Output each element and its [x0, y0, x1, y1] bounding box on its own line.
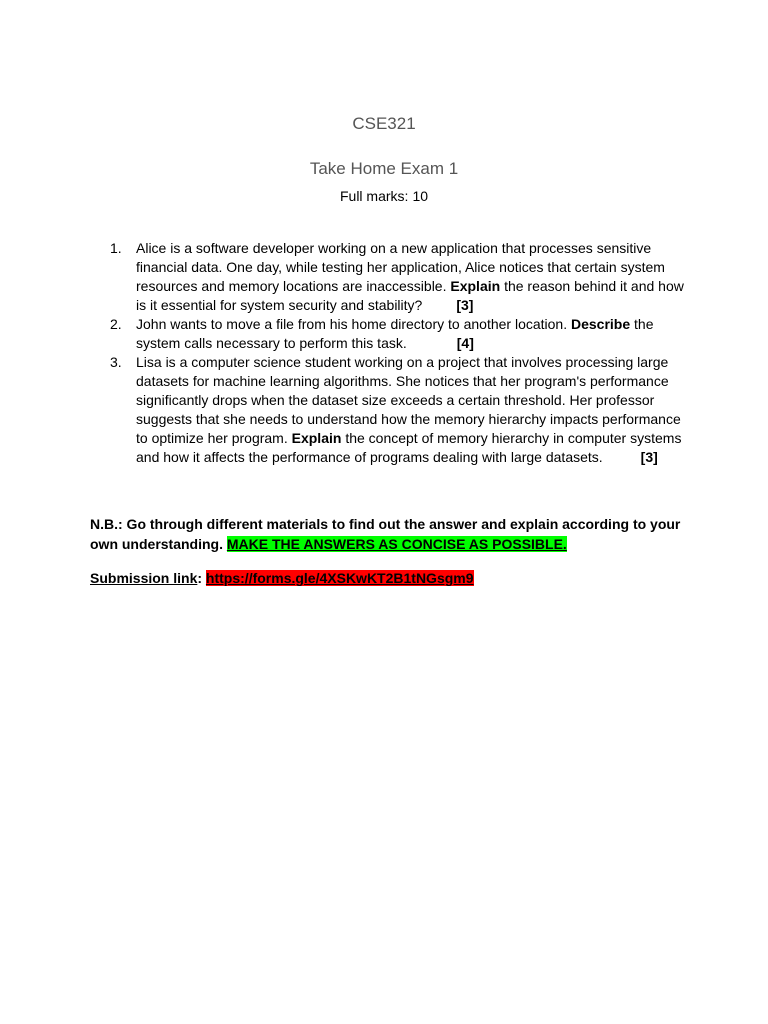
question-text: John wants to move a file from his home directory to another location.: [136, 316, 568, 332]
question-marks: [4]: [456, 335, 474, 351]
question-keyword: Explain: [450, 278, 501, 294]
question-marks: [3]: [640, 449, 658, 465]
question-keyword: Explain: [291, 430, 342, 446]
submission-colon: :: [197, 570, 203, 586]
nb-note-line: [90, 534, 690, 554]
nb-note: [90, 514, 690, 554]
full-marks: [0, 187, 768, 205]
question-3: [110, 353, 685, 467]
submission-row: [90, 568, 474, 588]
full-marks-value: 10: [412, 188, 429, 204]
question-text: resources and memory locations are inaccessible.: [136, 278, 447, 294]
question-number: 2.: [110, 316, 122, 332]
question-list: [110, 239, 685, 467]
question-text: and how it affects the performance of programs dealing with large datasets.: [136, 449, 603, 465]
question-text-line: [136, 448, 685, 467]
question-text-line: financial data. One day, while testing her application, Alice notices that certain system: [136, 259, 665, 275]
question-text: the concept of memory hierarchy in computer systems: [345, 430, 682, 446]
question-text-line: Lisa is a computer science student working on a project that involves processing large: [136, 354, 669, 370]
exam-title: Take Home Exam 1: [309, 159, 459, 178]
question-keyword: Describe: [571, 316, 631, 332]
submission-link[interactable]: https://forms.gle/4XSKwKT2B1tNGsgm9: [205, 570, 474, 586]
question-text-line: [136, 315, 685, 334]
question-text-line: datasets for machine learning algorithms. She notices that her program's performance: [136, 373, 669, 389]
nb-note-text: own understanding.: [90, 536, 223, 552]
question-text-line: [136, 334, 685, 353]
question-2: [110, 315, 685, 353]
question-text-line: Alice is a software developer working on a new application that processes sensitive: [136, 240, 652, 256]
question-text: to optimize her program.: [136, 430, 288, 446]
question-text-line: [136, 296, 685, 315]
question-text: the reason behind it and how: [504, 278, 684, 294]
question-number: 1.: [110, 240, 122, 256]
concise-highlight: MAKE THE ANSWERS AS CONCISE AS POSSIBLE.: [226, 536, 567, 552]
question-text-line: [136, 429, 685, 448]
question-number: 3.: [110, 354, 122, 370]
nb-note-line: N.B.: Go through different materials to find out the answer and explain according to your: [90, 516, 681, 532]
question-marks: [3]: [456, 297, 474, 313]
question-1: [110, 239, 685, 315]
submission-label: Submission link: [90, 570, 198, 586]
question-text: system calls necessary to perform this task.: [136, 335, 407, 351]
question-text-line: [136, 277, 685, 296]
question-text: the: [634, 316, 654, 332]
course-code: CSE321: [352, 114, 416, 133]
full-marks-label: Full marks:: [339, 188, 409, 204]
question-text-line: significantly drops when the dataset size exceeds a certain threshold. Her professor: [136, 392, 655, 408]
question-text-line: suggests that she needs to understand how the memory hierarchy impacts performance: [136, 411, 681, 427]
question-text: is it essential for system security and stability?: [136, 297, 423, 313]
